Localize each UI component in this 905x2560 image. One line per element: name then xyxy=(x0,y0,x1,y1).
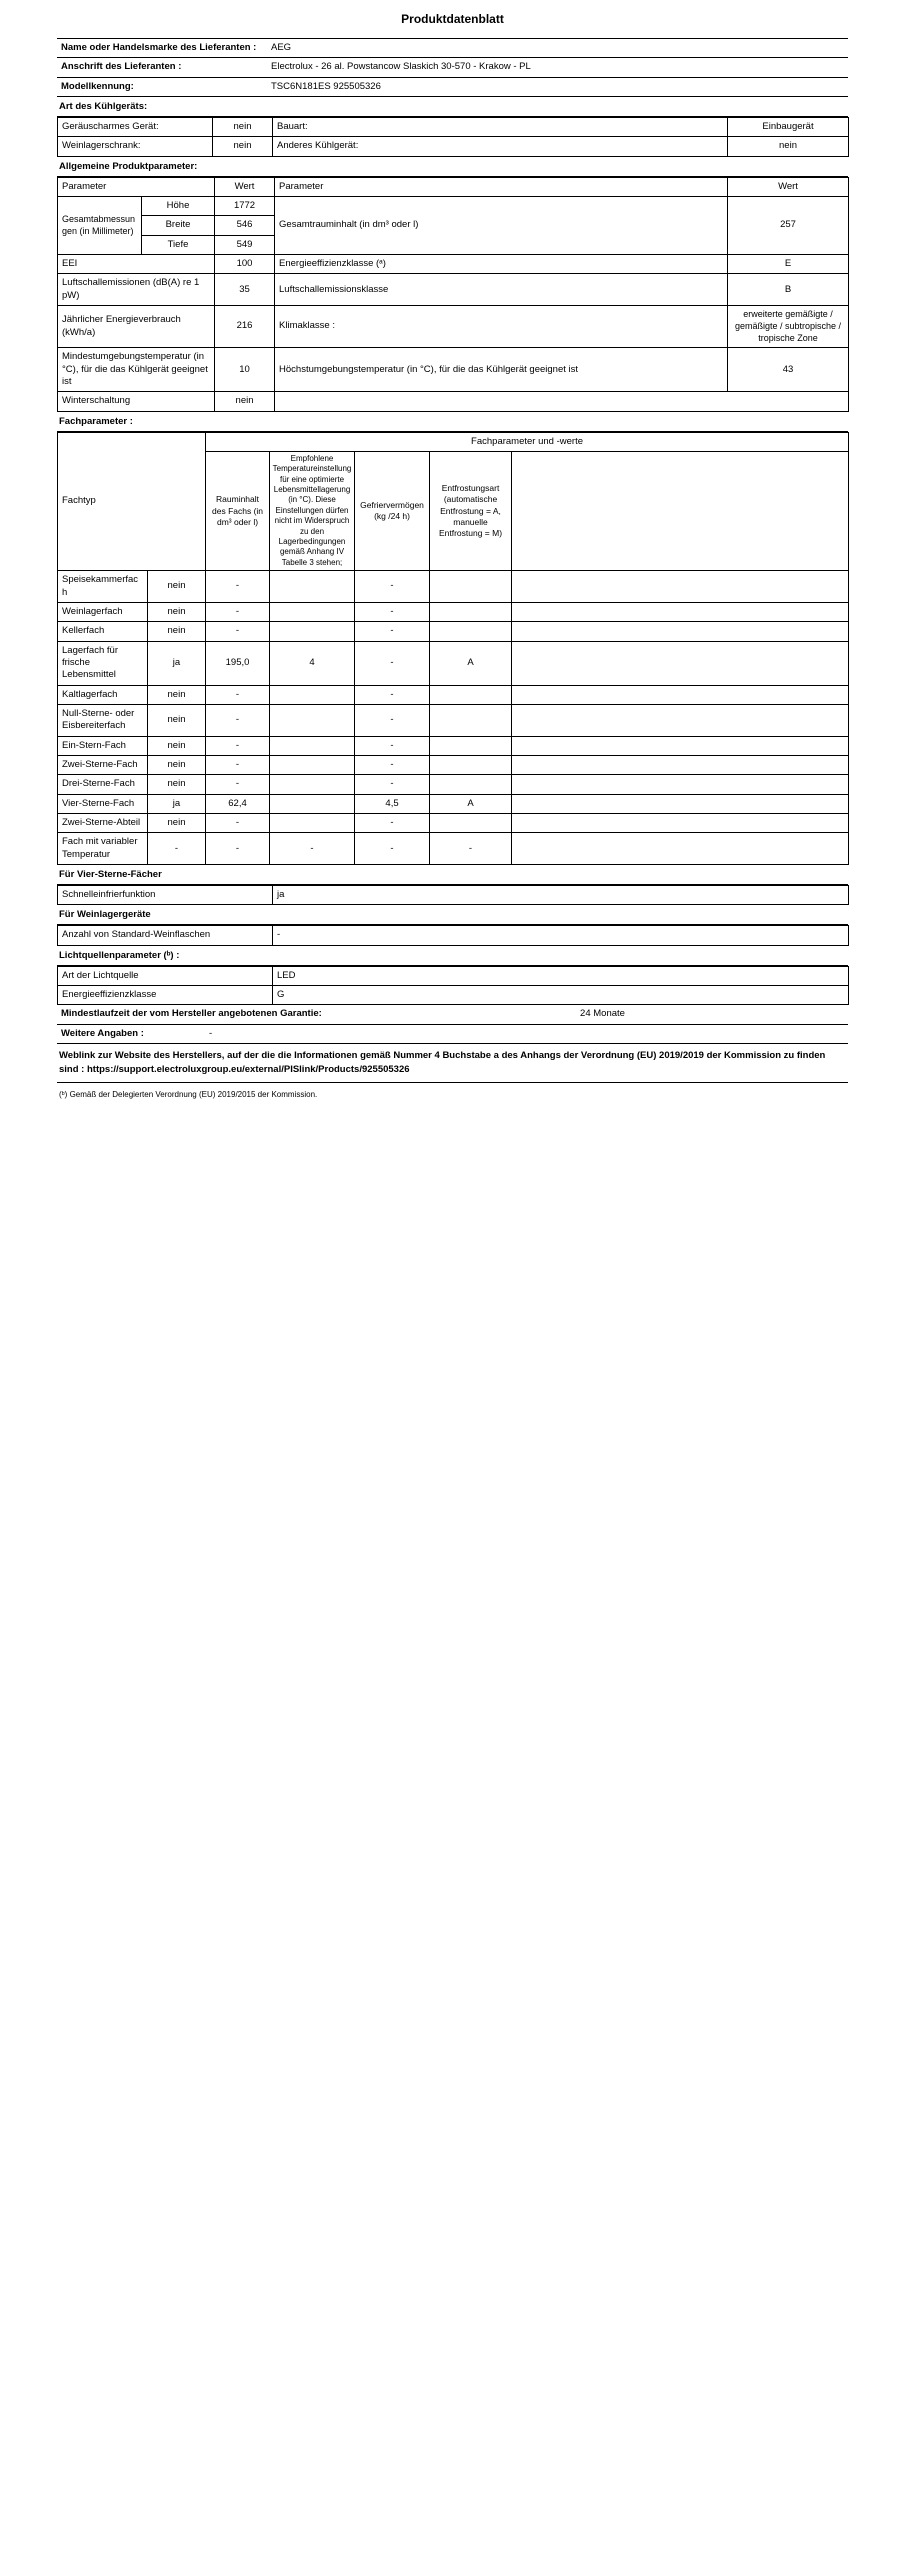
param-label: Höchstumgebungstemperatur (in °C), für die das Kühlgerät geeignet ist xyxy=(275,348,728,392)
compartment-temp xyxy=(270,571,355,603)
compartment-present: nein xyxy=(148,685,206,704)
compartment-present: nein xyxy=(148,775,206,794)
param-label: Energieeffizienzklasse (ᵃ) xyxy=(275,255,728,274)
total-volume-label: Gesamtrauminhalt (in dm³ oder l) xyxy=(275,197,728,255)
param-value: 35 xyxy=(215,274,275,306)
compartment-type: Lagerfach für frische Lebensmittel xyxy=(58,641,148,685)
param-label: Geräuscharmes Gerät: xyxy=(58,118,213,137)
table-row xyxy=(57,1005,848,1024)
table-row xyxy=(58,926,849,945)
compartment-temp: - xyxy=(270,833,355,865)
table-row xyxy=(58,986,849,1005)
param-label: EEI xyxy=(58,255,215,274)
param-value: Einbaugerät xyxy=(728,118,849,137)
empty-cell xyxy=(512,451,849,570)
empty-cell xyxy=(512,755,849,774)
four-star-table xyxy=(57,885,849,905)
compartment-temp xyxy=(270,794,355,813)
empty-cell xyxy=(512,641,849,685)
appliance-type-table xyxy=(57,117,849,157)
column-header-wert: Wert xyxy=(215,177,275,196)
empty-cell xyxy=(512,775,849,794)
param-value: 216 xyxy=(215,306,275,348)
compartment-freeze: - xyxy=(355,602,430,621)
compartment-type: Speisekammerfach xyxy=(58,571,148,603)
compartment-freeze: - xyxy=(355,775,430,794)
compartment-type: Kellerfach xyxy=(58,622,148,641)
param-label: Art der Lichtquelle xyxy=(58,966,273,985)
compartment-row xyxy=(58,641,849,685)
compartment-freeze: - xyxy=(355,622,430,641)
compartment-present: ja xyxy=(148,794,206,813)
param-label: Luftschallemissionen (dB(A) re 1 pW) xyxy=(58,274,215,306)
supplier-table xyxy=(57,38,848,97)
compartment-row xyxy=(58,833,849,865)
supplier-row xyxy=(57,77,848,96)
compartment-row xyxy=(58,794,849,813)
compartment-defrost xyxy=(430,685,512,704)
empty-cell xyxy=(512,736,849,755)
table-row xyxy=(58,348,849,392)
warranty-value: 24 Monate xyxy=(357,1005,848,1024)
compartment-row xyxy=(58,571,849,603)
compartment-defrost: - xyxy=(430,833,512,865)
compartment-defrost xyxy=(430,736,512,755)
compartment-type: Ein-Stern-Fach xyxy=(58,736,148,755)
param-label: Anzahl von Standard-Weinflaschen xyxy=(58,926,273,945)
compartment-present: nein xyxy=(148,622,206,641)
section-heading-four-star: Für Vier-Sterne-Fächer xyxy=(57,865,848,885)
param-value: nein xyxy=(213,137,273,156)
supplier-row xyxy=(57,58,848,77)
param-label: Weinlagerschrank: xyxy=(58,137,213,156)
compartment-defrost xyxy=(430,814,512,833)
table-row xyxy=(58,886,849,905)
empty-cell xyxy=(512,814,849,833)
param-value: - xyxy=(273,926,849,945)
table-row xyxy=(58,118,849,137)
section-heading-compartment-parameters: Fachparameter : xyxy=(57,412,848,432)
compartment-present: nein xyxy=(148,571,206,603)
compartment-volume: 195,0 xyxy=(206,641,270,685)
param-label: Mindestumgebungstemperatur (in °C), für die das Kühlgerät geeignet ist xyxy=(58,348,215,392)
additional-info-value: - xyxy=(205,1025,848,1044)
compartment-freeze: - xyxy=(355,641,430,685)
compartment-type: Vier-Sterne-Fach xyxy=(58,794,148,813)
compartment-temp xyxy=(270,775,355,794)
column-header-entfrostungsart: Entfrostungsart (automatische Entfrostung = A, manuelle Entfrostung = M) xyxy=(430,451,512,570)
table-row xyxy=(58,197,849,216)
empty-cell xyxy=(512,685,849,704)
table-header-row xyxy=(58,432,849,451)
dimension-value: 1772 xyxy=(215,197,275,216)
compartment-temp xyxy=(270,685,355,704)
empty-cell xyxy=(512,704,849,736)
compartment-temp xyxy=(270,814,355,833)
compartment-temp xyxy=(270,602,355,621)
dimension-name: Höhe xyxy=(142,197,215,216)
section-heading-appliance-type: Art des Kühlgeräts: xyxy=(57,97,848,117)
param-value: erweiterte gemäßigte / gemäßigte / subtropische / tropische Zone xyxy=(728,306,849,348)
empty-cell xyxy=(275,392,849,411)
section-heading-general-parameters: Allgemeine Produktparameter: xyxy=(57,157,848,177)
compartment-present: nein xyxy=(148,736,206,755)
general-parameters-table xyxy=(57,177,849,412)
compartment-defrost xyxy=(430,755,512,774)
manufacturer-weblink-text: Weblink zur Website des Herstellers, auf der die die Informationen gemäß Nummer 4 Buchstabe a des Anhangs der Verordnung (EU) 2019/2019 der Kommission zu finden sind : https://support.electroluxgroup.eu/external/PISlink/Products/925505326 xyxy=(57,1044,848,1083)
compartment-volume: - xyxy=(206,755,270,774)
param-label: Winterschaltung xyxy=(58,392,215,411)
footnote: (ᵇ) Gemäß der Delegierten Verordnung (EU) 2019/2015 der Kommission. xyxy=(59,1089,318,1099)
supplier-address-value: Electrolux - 26 al. Powstancow Slaskich 30-570 - Krakow - PL xyxy=(267,58,848,77)
compartment-present: - xyxy=(148,833,206,865)
param-value: 43 xyxy=(728,348,849,392)
table-header-row xyxy=(58,177,849,196)
compartment-defrost xyxy=(430,602,512,621)
compartment-volume: - xyxy=(206,833,270,865)
column-header-rauminhalt: Rauminhalt des Fachs (in dm³ oder l) xyxy=(206,451,270,570)
compartment-row xyxy=(58,736,849,755)
table-row xyxy=(58,137,849,156)
compartment-table xyxy=(57,432,849,865)
compartment-row xyxy=(58,704,849,736)
param-value: B xyxy=(728,274,849,306)
dimension-name: Tiefe xyxy=(142,235,215,254)
page-title: Produktdatenblatt xyxy=(401,12,504,26)
compartment-defrost xyxy=(430,571,512,603)
compartment-temp xyxy=(270,622,355,641)
column-header-temperatur: Empfohlene Temperatureinstellung für eine optimierte Lebensmittellagerung (in °C). Diese Einstellungen dürfen nicht im Widerspruch zu den Lagerbedingungen gemäß Anhang IV Tabelle 3 stehen; xyxy=(270,451,355,570)
compartment-row xyxy=(58,622,849,641)
additional-info-label: Weitere Angaben : xyxy=(57,1025,205,1044)
empty-cell xyxy=(512,622,849,641)
dimensions-label: Gesamtabmessungen (in Millimeter) xyxy=(58,197,142,255)
table-row xyxy=(58,966,849,985)
param-value: 10 xyxy=(215,348,275,392)
supplier-name-label: Name oder Handelsmarke des Lieferanten : xyxy=(57,39,267,58)
table-row xyxy=(58,274,849,306)
supplier-row xyxy=(57,39,848,58)
compartment-volume: - xyxy=(206,814,270,833)
compartment-type: Null-Sterne- oder Eisbereiterfach xyxy=(58,704,148,736)
merged-header-fachparameter: Fachparameter und -werte xyxy=(206,432,849,451)
compartment-freeze: - xyxy=(355,571,430,603)
warranty-label: Mindestlaufzeit der vom Hersteller angebotenen Garantie: xyxy=(57,1005,357,1024)
column-header-gefriervermoegen: Gefriervermögen (kg /24 h) xyxy=(355,451,430,570)
compartment-defrost xyxy=(430,775,512,794)
total-volume-value: 257 xyxy=(728,197,849,255)
compartment-volume: 62,4 xyxy=(206,794,270,813)
compartment-volume: - xyxy=(206,704,270,736)
compartment-type: Zwei-Sterne-Abteil xyxy=(58,814,148,833)
model-id-label: Modellkennung: xyxy=(57,77,267,96)
compartment-row xyxy=(58,775,849,794)
param-label: Jährlicher Energieverbrauch (kWh/a) xyxy=(58,306,215,348)
param-value: nein xyxy=(728,137,849,156)
compartment-type: Fach mit variabler Temperatur xyxy=(58,833,148,865)
table-row xyxy=(58,306,849,348)
table-row xyxy=(57,1025,848,1044)
compartment-row xyxy=(58,685,849,704)
param-label: Energieeffizienzklasse xyxy=(58,986,273,1005)
param-value: LED xyxy=(273,966,849,985)
compartment-row xyxy=(58,602,849,621)
compartment-present: nein xyxy=(148,704,206,736)
compartment-present: ja xyxy=(148,641,206,685)
compartment-type: Zwei-Sterne-Fach xyxy=(58,755,148,774)
compartment-freeze: - xyxy=(355,685,430,704)
param-value: G xyxy=(273,986,849,1005)
compartment-type: Weinlagerfach xyxy=(58,602,148,621)
dimension-value: 549 xyxy=(215,235,275,254)
compartment-present: nein xyxy=(148,814,206,833)
table-row xyxy=(58,255,849,274)
wine-storage-table xyxy=(57,925,849,945)
empty-cell xyxy=(512,571,849,603)
param-label: Bauart: xyxy=(273,118,728,137)
column-header-wert: Wert xyxy=(728,177,849,196)
additional-info-table xyxy=(57,1025,848,1044)
compartment-defrost xyxy=(430,622,512,641)
section-heading-wine-storage: Für Weinlagergeräte xyxy=(57,905,848,925)
column-header-fachtyp: Fachtyp xyxy=(58,432,206,571)
param-label: Anderes Kühlgerät: xyxy=(273,137,728,156)
compartment-volume: - xyxy=(206,775,270,794)
compartment-type: Drei-Sterne-Fach xyxy=(58,775,148,794)
empty-cell xyxy=(512,833,849,865)
empty-cell xyxy=(512,794,849,813)
compartment-present: nein xyxy=(148,602,206,621)
compartment-present: nein xyxy=(148,755,206,774)
param-value: E xyxy=(728,255,849,274)
empty-cell xyxy=(512,602,849,621)
compartment-row xyxy=(58,814,849,833)
param-value: ja xyxy=(273,886,849,905)
supplier-name-value: AEG xyxy=(267,39,848,58)
warranty-table xyxy=(57,1005,848,1024)
param-value: 100 xyxy=(215,255,275,274)
compartment-freeze: 4,5 xyxy=(355,794,430,813)
compartment-volume: - xyxy=(206,622,270,641)
compartment-temp xyxy=(270,736,355,755)
compartment-freeze: - xyxy=(355,833,430,865)
compartment-type: Kaltlagerfach xyxy=(58,685,148,704)
table-row xyxy=(58,392,849,411)
dimension-value: 546 xyxy=(215,216,275,235)
dimension-name: Breite xyxy=(142,216,215,235)
param-value: nein xyxy=(215,392,275,411)
light-source-table xyxy=(57,966,849,1006)
compartment-row xyxy=(58,755,849,774)
param-label: Luftschallemissionsklasse xyxy=(275,274,728,306)
compartment-freeze: - xyxy=(355,814,430,833)
param-value: nein xyxy=(213,118,273,137)
compartment-volume: - xyxy=(206,685,270,704)
compartment-volume: - xyxy=(206,736,270,755)
supplier-address-label: Anschrift des Lieferanten : xyxy=(57,58,267,77)
model-id-value: TSC6N181ES 925505326 xyxy=(267,77,848,96)
column-header-parameter: Parameter xyxy=(58,177,215,196)
param-label: Schnelleinfrierfunktion xyxy=(58,886,273,905)
compartment-temp: 4 xyxy=(270,641,355,685)
param-label: Klimaklasse : xyxy=(275,306,728,348)
compartment-freeze: - xyxy=(355,755,430,774)
compartment-temp xyxy=(270,704,355,736)
compartment-volume: - xyxy=(206,602,270,621)
section-heading-light-source: Lichtquellenparameter (ᵇ) : xyxy=(57,946,848,966)
product-datasheet xyxy=(57,0,848,1106)
compartment-defrost xyxy=(430,704,512,736)
compartment-freeze: - xyxy=(355,704,430,736)
compartment-freeze: - xyxy=(355,736,430,755)
compartment-defrost: A xyxy=(430,794,512,813)
column-header-parameter: Parameter xyxy=(275,177,728,196)
compartment-defrost: A xyxy=(430,641,512,685)
compartment-temp xyxy=(270,755,355,774)
compartment-volume: - xyxy=(206,571,270,603)
